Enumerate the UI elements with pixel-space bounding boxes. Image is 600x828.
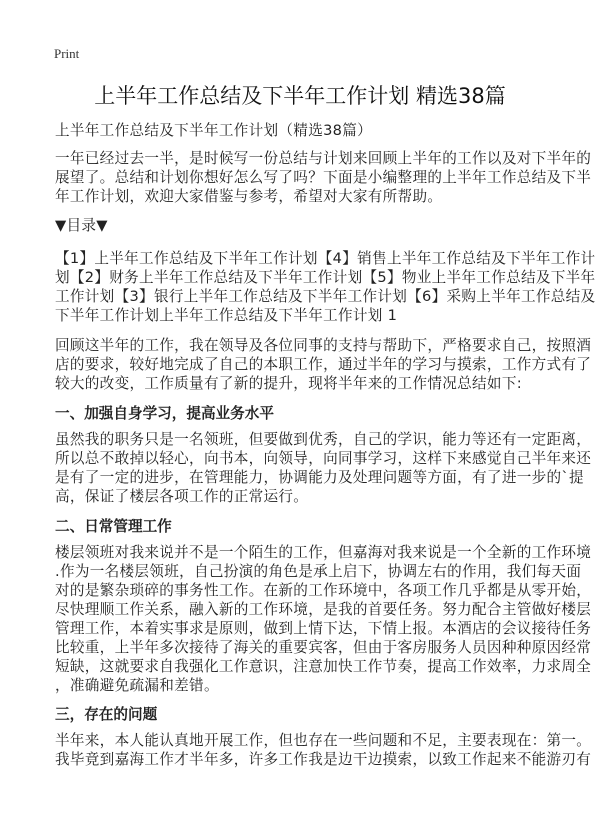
text-line: 管理工作，本着实事求是原则，做到上情下达，下情上报。本酒店的会议接待任务: [55, 620, 592, 637]
text-line: 对的是繁杂琐碎的事务性工作。在新的工作环境中，各项工作几乎都是从零开始，: [55, 582, 592, 599]
print-link[interactable]: Print: [54, 46, 80, 61]
text-line: 短缺，这就要求自我强化工作意识，注意加快工作节奏，提高工作效率，力求周全: [55, 658, 592, 675]
toc-paragraph: [55, 249, 596, 325]
text-line: 展望了。总结和计划你想好怎么写了吗？下面是小编整理的上半年工作总结及下半: [55, 169, 592, 186]
text-line: 店的要求，较好地完成了自己的本职工作，通过半年的学习与摸索，工作方式有了: [55, 356, 592, 373]
text-line: 较大的改变，工作质量有了新的提升，现将半年来的工作情况总结如下:: [55, 375, 522, 392]
toc-label: ▼目录▼: [55, 217, 108, 234]
text-line: 半年来，本人能认真地开展工作，但也存在一些问题和不足，主要表现在：第一。: [55, 732, 592, 749]
text-line: 是有了一定的进步，在管理能力，协调能力及处理问题等方面，有了进一步的`提: [55, 469, 584, 486]
text-line: 尽快理顺工作关系，融入新的工作环境，是我的首要任务。努力配合主管做好楼层: [55, 601, 592, 618]
page-title: 上半年工作总结及下半年工作计划 精选38篇: [94, 84, 506, 108]
intro-paragraph: [55, 149, 592, 206]
section-heading-1: 一、加强自身学习，提高业务水平: [55, 405, 274, 422]
text-line: 年工作计划，欢迎大家借鉴与参考，希望对大家有所帮助。: [55, 188, 443, 205]
text-line: 所以总不敢掉以轻心，向书本，向领导，向同事学习，这样下来感觉自己半年来还: [55, 450, 592, 467]
toc-line[interactable]: 工作计划【3】银行上半年工作总结及下半年工作计划【6】采购上半年工作总结及: [55, 288, 596, 305]
toc-line[interactable]: 【1】上半年工作总结及下半年工作计划【4】销售上半年工作总结及下半年工作计: [55, 250, 596, 267]
text-line: 虽然我的职务只是一名领班，但要做到优秀，自己的学识，能力等还有一定距离，: [55, 431, 592, 448]
text-line: ，准确避免疏漏和差错。: [55, 677, 219, 694]
section-2-paragraph: [55, 543, 592, 695]
text-line: 高，保证了楼层各项工作的正常运行。: [55, 488, 309, 505]
text-line: 比较重，上半年多次接待了海关的重要宾客，但由于客房服务人员因种种原因经常: [55, 639, 592, 656]
section-heading-3: 三，存在的问题: [55, 706, 158, 723]
text-line: 一年已经过去一半，是时候写一份总结与计划来回顾上半年的工作以及对下半年的: [55, 150, 592, 167]
text-line: .作为一名楼层领班，自己扮演的角色是承上启下，协调左右的作用，我们每天面: [55, 563, 582, 580]
text-line: 回顾这半年的工作，我在领导及各位同事的支持与帮助下，严格要求自己，按照酒: [55, 337, 592, 354]
text-line: 我毕竟到嘉海工作才半年多，许多工作我是边干边摸索，以致工作起来不能游刃有: [55, 751, 592, 768]
section-heading-2: 二、日常管理工作: [55, 518, 172, 535]
subtitle: 上半年工作总结及下半年工作计划（精选38篇）: [55, 122, 373, 139]
section-1-paragraph: [55, 430, 592, 506]
text-line: 楼层领班对我来说并不是一个陌生的工作，但嘉海对我来说是一个全新的工作环境: [55, 544, 592, 561]
toc-line[interactable]: 划【2】财务上半年工作总结及下半年工作计划【5】物业上半年工作总结及下半年: [55, 269, 596, 286]
review-paragraph: [55, 336, 592, 393]
section-3-paragraph: [55, 731, 592, 769]
toc-line[interactable]: 下半年工作计划上半年工作总结及下半年工作计划 1: [55, 307, 398, 324]
